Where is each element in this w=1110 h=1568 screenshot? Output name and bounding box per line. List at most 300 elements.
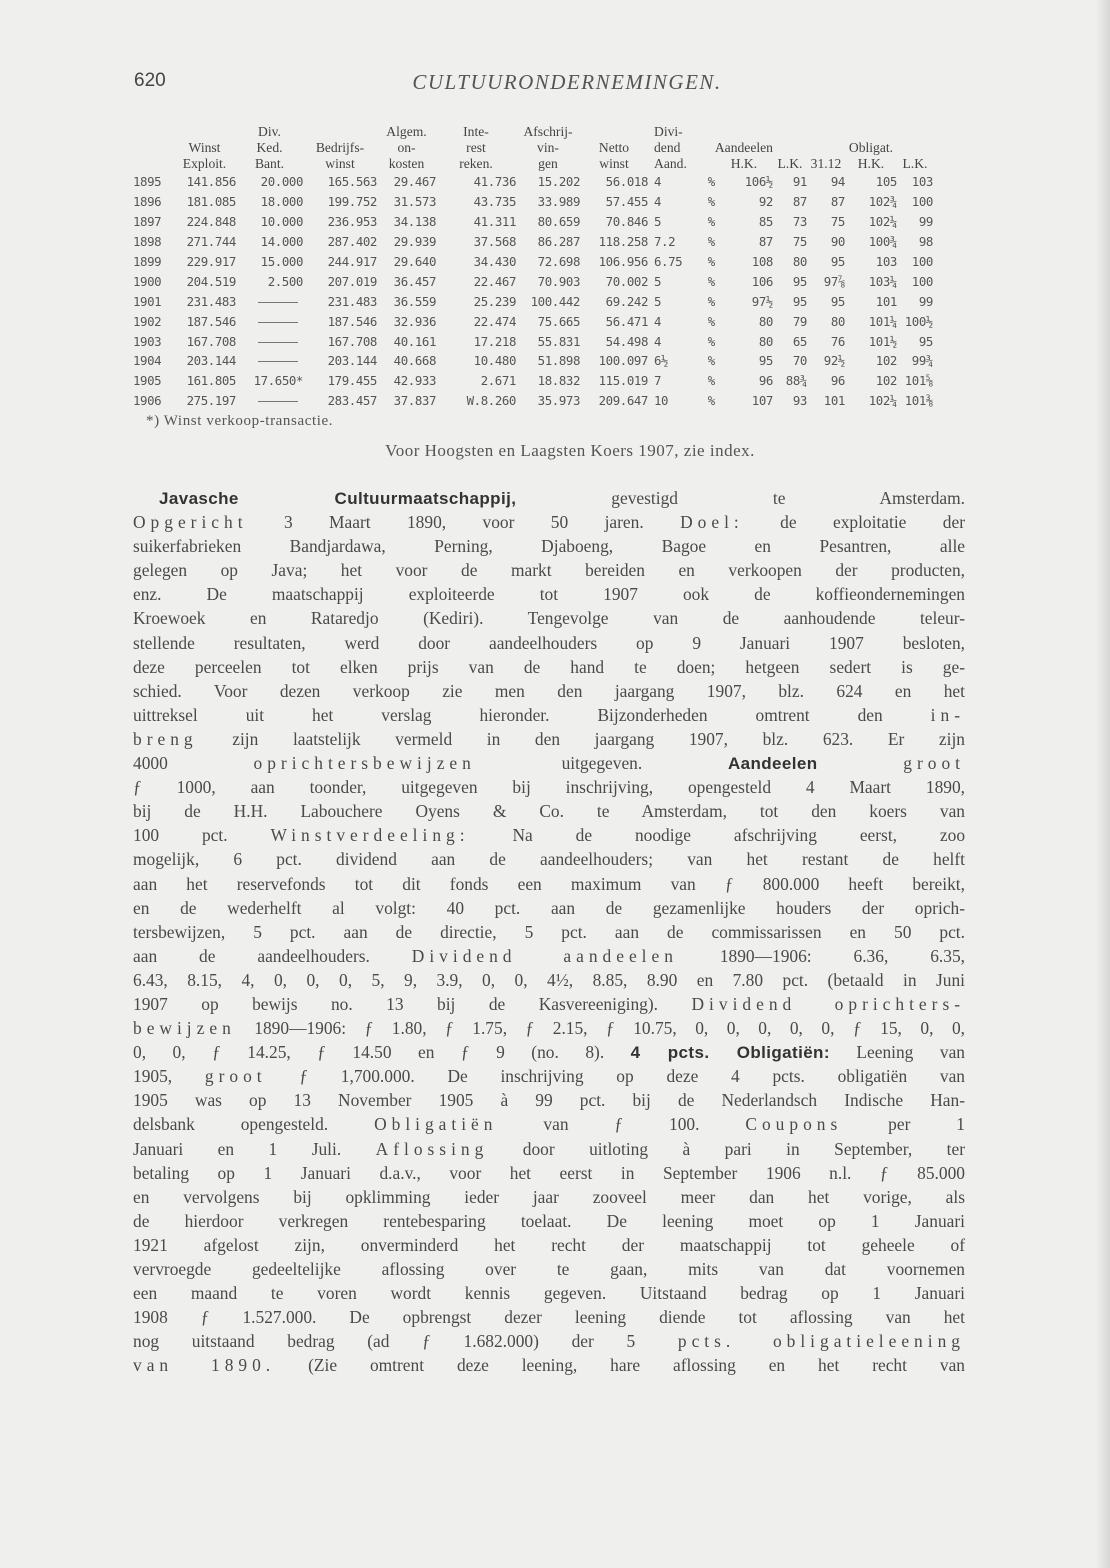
- cell-algem-onkosten: 40.161: [393, 333, 436, 349]
- cell-algem-onkosten: 36.559: [393, 293, 436, 309]
- column-header: Exploit.: [182, 156, 227, 171]
- cell-algem-onkosten: 31.573: [393, 194, 436, 210]
- cell-aand-lk: 88¾: [785, 373, 807, 389]
- cell-winst-exploit: 167.708: [186, 333, 236, 349]
- cell-afschrijvingen: 86.287: [537, 234, 580, 250]
- cell-afschrijvingen: 55.831: [537, 333, 580, 349]
- text-line: [133, 534, 965, 558]
- cell-afschrijvingen: 51.898: [537, 353, 580, 369]
- cell-div-ked-bant: [236, 291, 303, 311]
- spaced-term: Dividend aandeelen: [411, 945, 678, 966]
- cell-aand-hk: 80: [758, 333, 773, 349]
- text-line: [133, 944, 965, 968]
- spaced-term: Dividend oprichters-: [691, 993, 966, 1014]
- spaced-term: Aflossing: [375, 1138, 489, 1159]
- table-row: [133, 391, 933, 411]
- text-run: Januari en 1 Juli.: [133, 1138, 376, 1159]
- text-run: 1907 op bewijs no. 13 bij de Kasvereeniging).: [133, 993, 692, 1014]
- cell-netto-winst: 115.019: [598, 373, 648, 389]
- cell-dividend: 4: [654, 174, 662, 190]
- column-header: Ked.: [256, 140, 283, 155]
- cell-year: 1902: [133, 313, 162, 329]
- text-run: nog uitstaand bedrag (ad ƒ 1.682.000) der: [133, 1331, 627, 1352]
- text-line: [133, 799, 965, 823]
- text-run: vervroegde gedeeltelijke aflossing over te gaan, mits van dat voornemen: [133, 1259, 965, 1279]
- text-run: 0, 0, ƒ 14.25, ƒ 14.50 en ƒ 9 (no. 8).: [133, 1042, 631, 1063]
- cell-aand-lk: 75: [792, 234, 807, 250]
- text-line: [133, 872, 965, 896]
- column-header: [133, 124, 173, 140]
- cell-div-ked-bant: 14.000: [260, 234, 303, 250]
- spaced-term: Coupons: [745, 1114, 843, 1135]
- column-header: 31.12: [810, 156, 842, 171]
- text-run: aan de aandeelhouders.: [133, 945, 412, 966]
- text-run: schied. Voor dezen verkoop zie men den jaargang 1907, blz. 624 en het: [133, 680, 965, 701]
- cell-aand-3112: 101: [823, 393, 845, 409]
- cell-pct: %: [707, 234, 715, 250]
- cell-interest-reken: W.8.260: [466, 393, 516, 409]
- company-article: [133, 486, 965, 1377]
- dash-rule: [258, 361, 298, 362]
- cell-aand-hk: 107: [751, 393, 773, 409]
- cell-dividend: 10: [654, 393, 669, 409]
- dash-rule: [258, 342, 298, 343]
- cell-aand-3112: 87: [830, 194, 845, 210]
- column-header: [687, 140, 715, 156]
- cell-oblig-hk: 101¼: [868, 313, 897, 329]
- cell-bedrijfswinst: 244.917: [327, 254, 377, 269]
- column-header: H.K.: [857, 156, 885, 171]
- text-run: Kroewoek en Rataredjo (Kediri). Tengevolge van de aanhoudende teleur-: [133, 608, 965, 629]
- cell-pct: %: [707, 293, 715, 309]
- cell-algem-onkosten: 36.457: [393, 273, 436, 289]
- spaced-term: Winstverdeeling:: [270, 825, 470, 846]
- cell-algem-onkosten: 29.640: [393, 254, 436, 269]
- column-header: [897, 124, 933, 140]
- column-header: [807, 140, 845, 156]
- cell-afschrijvingen: 15.202: [537, 174, 580, 190]
- cell-aand-lk: 70: [792, 353, 807, 369]
- cell-aand-3112: 94: [830, 174, 845, 190]
- cell-aand-lk: 87: [792, 194, 807, 210]
- cell-netto-winst: 69.242: [605, 293, 648, 309]
- cell-bedrijfswinst: 236.953: [327, 214, 377, 230]
- cell-dividend: 5: [654, 293, 662, 309]
- cell-algem-onkosten: 32.936: [393, 313, 436, 329]
- text-run: een maand te voren wordt kennis gegeven. Uitstaand bedrag op 1 Januari: [133, 1283, 965, 1304]
- text-run: uitgegeven.: [475, 753, 728, 774]
- column-header: [807, 124, 845, 140]
- cell-winst-exploit: 271.744: [186, 234, 236, 250]
- text-line: [133, 1233, 965, 1257]
- cell-afschrijvingen: 72.698: [537, 254, 580, 269]
- text-run: bij de H.H. Labouchere Oyens & Co. te Amsterdam, tot den koers van: [133, 801, 965, 822]
- text-run: 1890—1906: 6.36, 6.35,: [677, 945, 965, 966]
- table-header-row: [133, 124, 933, 140]
- cell-aand-lk: 95: [792, 273, 807, 289]
- cell-oblig-lk: 98: [918, 234, 933, 250]
- column-header: rest: [466, 140, 486, 155]
- cell-oblig-hk: 102¼: [868, 214, 897, 230]
- table-row: [133, 271, 933, 291]
- cell-aand-hk: 106½: [744, 174, 773, 190]
- text-run: mogelijk, 6 pct. dividend aan de aandeelhouders; van het restant de helft: [133, 849, 965, 870]
- spaced-term: van 1890.: [133, 1355, 276, 1376]
- cell-winst-exploit: 181.085: [186, 194, 236, 210]
- cell-pct: %: [707, 373, 715, 389]
- cell-algem-onkosten: 37.837: [393, 393, 436, 409]
- cell-aand-hk: 80: [758, 313, 773, 329]
- cell-afschrijvingen: 100.442: [530, 293, 580, 309]
- column-header: Obligat.: [848, 140, 894, 155]
- text-run: 1905 was op 13 November 1905 à 99 pct. bij de Nederlandsch Indische Han-: [133, 1090, 965, 1111]
- cell-aand-hk: 87: [758, 234, 773, 250]
- cell-netto-winst: 106.956: [598, 254, 648, 269]
- column-header: gen: [538, 156, 558, 171]
- cell-interest-reken: 41.736: [473, 174, 516, 190]
- text-run: 4000: [133, 753, 254, 774]
- text-run: per 1: [842, 1114, 965, 1135]
- cell-aand-lk: 80: [792, 254, 807, 269]
- financial-results-table: [133, 124, 933, 411]
- text-run: Leening van: [829, 1042, 965, 1063]
- text-run: suikerfabrieken Bandjardawa, Perning, Djaboeng, Bagoe en Pesantren, alle: [133, 536, 965, 557]
- text-line: [133, 727, 965, 751]
- column-header: [773, 140, 807, 156]
- table-footnote: *) Winst verkoop-transactie.: [146, 413, 334, 429]
- cell-oblig-lk: 103: [911, 174, 933, 190]
- text-run: 1921 afgelost zijn, onverminderd het recht der maatschappij tot geheele of: [133, 1234, 965, 1255]
- column-header: Inte-: [463, 124, 489, 139]
- text-run: enz. De maatschappij exploiteerde tot 1907 ook de koffieondernemingen: [133, 584, 965, 605]
- spaced-term: Doel:: [680, 512, 744, 533]
- column-header: reken.: [459, 156, 493, 171]
- cell-bedrijfswinst: 165.563: [327, 174, 377, 190]
- cell-div-ked-bant: [236, 311, 303, 331]
- cell-oblig-lk: 100: [911, 273, 933, 289]
- text-run: de hierdoor verkregen rentebesparing toelaat. De leening moet op 1 Januari: [133, 1210, 965, 1231]
- cell-afschrijvingen: 33.989: [537, 194, 580, 210]
- text-line: [133, 847, 965, 871]
- text-run: en de wederhelft al volgt: 40 pct. aan de gezamenlijke houders der oprich-: [133, 897, 965, 918]
- table-header-row: [133, 156, 933, 172]
- text-run: gelegen op Java; het voor de markt bereiden en verkoopen der producten,: [133, 560, 965, 581]
- cell-oblig-lk: 100½: [904, 313, 933, 329]
- cell-winst-exploit: 161.805: [186, 373, 236, 389]
- column-header: [173, 124, 236, 140]
- page-edge-shadow: [1096, 0, 1110, 1568]
- cell-oblig-hk: 102¼: [868, 393, 897, 409]
- text-run: van ƒ 100.: [497, 1114, 746, 1135]
- cell-oblig-lk: 100: [911, 254, 933, 269]
- cell-dividend: 4: [654, 313, 662, 329]
- column-header: L.K.: [777, 156, 803, 171]
- cell-year: 1895: [133, 174, 162, 190]
- cell-winst-exploit: 275.197: [186, 393, 236, 409]
- cell-year: 1903: [133, 333, 162, 349]
- cell-div-ked-bant: 15.000: [260, 254, 303, 269]
- cell-afschrijvingen: 35.973: [537, 393, 580, 409]
- column-header: on-: [397, 140, 416, 155]
- text-line: [133, 1040, 965, 1064]
- column-header: Divi-: [654, 124, 683, 139]
- column-header: Afschrij-: [523, 124, 573, 139]
- cell-aand-lk: 95: [792, 293, 807, 309]
- see-index-note: Voor Hoogsten en Laagsten Koers 1907, zie index.: [385, 441, 755, 460]
- column-header: Aand.: [654, 156, 687, 171]
- cell-div-ked-bant: 20.000: [260, 174, 303, 190]
- text-line: [133, 775, 965, 799]
- text-run: en vervolgens bij opklimming ieder jaar zooveel meer dan het vorige, als: [133, 1186, 965, 1207]
- cell-bedrijfswinst: 179.455: [327, 373, 377, 389]
- cell-year: 1899: [133, 254, 162, 269]
- cell-netto-winst: 57.455: [605, 194, 648, 210]
- cell-pct: %: [707, 313, 715, 329]
- text-run: 1905,: [133, 1066, 205, 1087]
- text-line: [133, 920, 965, 944]
- cell-oblig-hk: 102¾: [868, 194, 897, 210]
- cell-dividend: 7: [654, 373, 662, 389]
- cell-bedrijfswinst: 203.144: [327, 353, 377, 369]
- cell-oblig-hk: 102: [875, 373, 897, 389]
- cell-pct: %: [707, 353, 715, 369]
- column-header: vin-: [537, 140, 559, 155]
- column-header: [580, 124, 648, 140]
- cell-oblig-hk: 101: [875, 293, 897, 309]
- text-line: [133, 1016, 965, 1040]
- cell-interest-reken: 34.430: [473, 254, 516, 269]
- cell-oblig-lk: 99: [918, 214, 933, 230]
- cell-netto-winst: 70.002: [605, 273, 648, 289]
- text-line: [133, 1329, 965, 1353]
- bold-heading: Javasche Cultuurmaatschappij,: [159, 489, 517, 508]
- spaced-term: breng: [133, 728, 198, 749]
- cell-interest-reken: 43.735: [473, 194, 516, 210]
- cell-winst-exploit: 203.144: [186, 353, 236, 369]
- cell-interest-reken: 2.671: [480, 373, 516, 389]
- text-run: 1908 ƒ 1.527.000. De opbrengst dezer leening diende tot aflossing van het: [133, 1307, 965, 1328]
- text-run: door uitloting à pari in September, ter: [488, 1138, 965, 1159]
- column-header: H.K.: [730, 156, 758, 171]
- cell-oblig-hk: 100¾: [868, 234, 897, 250]
- cell-aand-3112: 92½: [823, 353, 845, 369]
- text-run: betaling op 1 Januari d.a.v., voor het eerst in September 1906 n.l. ƒ 85.000: [133, 1162, 965, 1183]
- cell-dividend: 5: [654, 214, 662, 230]
- cell-oblig-hk: 102: [875, 353, 897, 369]
- cell-bedrijfswinst: 231.483: [327, 293, 377, 309]
- cell-year: 1906: [133, 393, 162, 409]
- column-header: Aandeelen: [714, 140, 773, 155]
- running-title: CULTUURONDERNEMINGEN.: [412, 70, 722, 94]
- table-row: [133, 371, 933, 391]
- cell-aand-3112: 97⅞: [823, 273, 845, 289]
- cell-aand-hk: 95: [758, 353, 773, 369]
- cell-interest-reken: 17.218: [473, 333, 516, 349]
- cell-pct: %: [707, 273, 715, 289]
- cell-dividend: 6½: [654, 353, 669, 369]
- cell-algem-onkosten: 42.933: [393, 373, 436, 389]
- page-number: 620: [134, 70, 166, 91]
- cell-afschrijvingen: 70.903: [537, 273, 580, 289]
- text-line: [133, 823, 965, 847]
- cell-algem-onkosten: 34.138: [393, 214, 436, 230]
- column-header: [897, 140, 933, 156]
- cell-oblig-lk: 95: [918, 333, 933, 349]
- cell-pct: %: [707, 393, 715, 409]
- column-header: Winst: [188, 140, 221, 155]
- cell-aand-hk: 85: [758, 214, 773, 230]
- cell-oblig-lk: 100: [911, 194, 933, 210]
- cell-winst-exploit: 224.848: [186, 214, 236, 230]
- column-header: L.K.: [902, 156, 928, 171]
- text-line: [133, 631, 965, 655]
- text-line: [133, 1137, 965, 1161]
- column-header: [845, 124, 897, 140]
- text-run: ƒ 1,700.000. De inschrijving op deze 4 pcts. obligatiën van: [266, 1066, 965, 1087]
- cell-aand-3112: 96: [830, 373, 845, 389]
- cell-pct: %: [707, 333, 715, 349]
- text-line: [133, 510, 965, 534]
- text-run: Na de noodige afschrijving eerst, zoo: [469, 825, 966, 846]
- running-head: [134, 70, 980, 100]
- cell-winst-exploit: 229.917: [186, 254, 236, 269]
- text-run: 6.43, 8.15, 4, 0, 0, 0, 5, 9, 3.9, 0, 0, 4½, 8.85, 8.90 en 7.80 pct. (betaald in Juni: [133, 969, 965, 990]
- text-line: [133, 1161, 965, 1185]
- cell-algem-onkosten: 29.467: [393, 174, 436, 190]
- cell-oblig-hk: 103¼: [868, 273, 897, 289]
- cell-interest-reken: 41.311: [473, 214, 516, 230]
- bold-heading: Aandeelen: [727, 754, 818, 774]
- text-line: [133, 655, 965, 679]
- cell-aand-lk: 93: [792, 393, 807, 409]
- cell-afschrijvingen: 75.665: [537, 313, 580, 329]
- cell-algem-onkosten: 40.668: [393, 353, 436, 369]
- cell-bedrijfswinst: 199.752: [327, 194, 377, 210]
- column-header: [773, 124, 807, 140]
- cell-netto-winst: 100.097: [598, 353, 648, 369]
- cell-winst-exploit: 187.546: [186, 313, 236, 329]
- cell-afschrijvingen: 18.832: [537, 373, 580, 389]
- cell-aand-3112: 90: [830, 234, 845, 250]
- table-row: [133, 192, 933, 212]
- text-line: [133, 558, 965, 582]
- cell-interest-reken: 22.474: [473, 313, 516, 329]
- cell-aand-hk: 106: [751, 273, 773, 289]
- spaced-term: groot: [204, 1066, 267, 1087]
- text-line: [133, 1305, 965, 1329]
- column-header: [133, 156, 173, 172]
- table-row: [133, 172, 933, 192]
- cell-year: 1905: [133, 373, 162, 389]
- cell-aand-hk: 97½: [751, 293, 773, 309]
- cell-year: 1901: [133, 293, 162, 309]
- text-line: [133, 896, 965, 920]
- text-run: uittreksel uit het verslag hieronder. Bijzonderheden omtrent den: [133, 704, 931, 725]
- cell-dividend: 4: [654, 333, 662, 349]
- cell-winst-exploit: 141.856: [186, 174, 236, 190]
- table-row: [133, 311, 933, 331]
- text-run: tersbewijzen, 5 pct. aan de directie, 5 pct. aan de commissarissen en 50 pct.: [133, 921, 965, 942]
- table-row: [133, 212, 933, 232]
- spaced-term: groot: [903, 753, 965, 774]
- cell-div-ked-bant: 10.000: [260, 214, 303, 230]
- cell-div-ked-bant: 2.500: [267, 273, 303, 289]
- cell-aand-lk: 65: [792, 333, 807, 349]
- cell-netto-winst: 209.647: [598, 393, 648, 409]
- cell-bedrijfswinst: 167.708: [327, 333, 377, 349]
- cell-oblig-lk: 99: [918, 293, 933, 309]
- cell-aand-lk: 79: [792, 313, 807, 329]
- text-run: deze perceelen tot elken prijs van de hand te doen; hetgeen sedert is ge-: [133, 656, 965, 677]
- cell-dividend: 5: [654, 273, 662, 289]
- cell-interest-reken: 22.467: [473, 273, 516, 289]
- cell-aand-hk: 108: [751, 254, 773, 269]
- text-line: [133, 992, 965, 1016]
- column-header: Bedrijfs-: [315, 140, 365, 155]
- cell-pct: %: [707, 194, 715, 210]
- spaced-term: oprichtersbewijzen: [253, 753, 476, 774]
- column-header: [687, 156, 715, 172]
- column-header: Netto: [598, 140, 630, 155]
- column-header: winst: [325, 156, 355, 171]
- cell-afschrijvingen: 80.659: [537, 214, 580, 230]
- column-header: Algem.: [386, 124, 427, 139]
- table-row: [133, 291, 933, 311]
- cell-div-ked-bant: [236, 391, 303, 411]
- cell-div-ked-bant: 18.000: [260, 194, 303, 210]
- cell-netto-winst: 56.018: [605, 174, 648, 190]
- cell-year: 1900: [133, 273, 162, 289]
- cell-bedrijfswinst: 207.019: [327, 273, 377, 289]
- spaced-term: in-: [930, 704, 965, 725]
- column-header: kosten: [388, 156, 425, 171]
- column-header: dend: [654, 140, 681, 155]
- cell-bedrijfswinst: 283.457: [327, 393, 377, 409]
- table-row: [133, 351, 933, 371]
- cell-year: 1897: [133, 214, 162, 230]
- cell-netto-winst: 54.498: [605, 333, 648, 349]
- column-header: Div.: [258, 124, 281, 139]
- cell-interest-reken: 25.239: [473, 293, 516, 309]
- table-row: [133, 232, 933, 252]
- cell-netto-winst: 118.258: [598, 234, 648, 250]
- text-line: [133, 1281, 965, 1305]
- cell-year: 1904: [133, 353, 162, 369]
- cell-bedrijfswinst: 287.402: [327, 234, 377, 250]
- cell-winst-exploit: 231.483: [186, 293, 236, 309]
- text-line: [133, 582, 965, 606]
- cell-oblig-lk: 101⅝: [904, 373, 933, 389]
- cell-dividend: 4: [654, 194, 662, 210]
- column-header: [715, 124, 773, 140]
- cell-algem-onkosten: 29.939: [393, 234, 436, 250]
- column-header: [303, 124, 377, 140]
- text-run: [818, 753, 904, 773]
- cell-aand-3112: 95: [830, 293, 845, 309]
- bold-heading: 4 pcts. Obligatiën:: [630, 1043, 830, 1063]
- column-header: winst: [599, 156, 629, 171]
- text-run: ƒ 1000, aan toonder, uitgegeven bij inschrijving, opengesteld 4 Maart 1890,: [133, 777, 965, 798]
- spaced-term: bewijzen: [133, 1018, 236, 1039]
- column-header: [133, 140, 173, 156]
- text-line: [133, 1064, 965, 1088]
- text-run: (Zie omtrent deze leening, hare aflossing en het recht van: [275, 1355, 965, 1376]
- text-run: 100 pct.: [133, 825, 271, 846]
- cell-aand-3112: 95: [830, 254, 845, 269]
- text-line: [133, 968, 965, 992]
- cell-aand-lk: 73: [792, 214, 807, 230]
- cell-oblig-hk: 101½: [868, 333, 897, 349]
